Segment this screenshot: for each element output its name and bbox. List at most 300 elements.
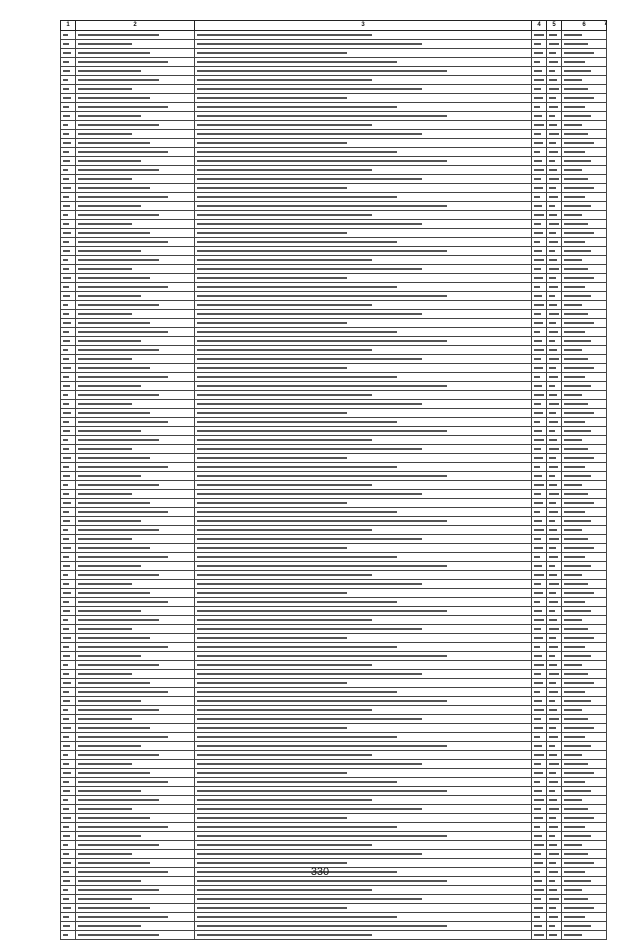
table-cell	[195, 328, 532, 337]
table-cell	[547, 490, 562, 499]
illegible-text-mark	[549, 313, 559, 315]
table-cell	[61, 841, 76, 850]
illegible-text-mark	[78, 421, 168, 423]
illegible-text-mark	[534, 250, 542, 252]
illegible-text-mark	[78, 151, 168, 153]
table-cell	[76, 886, 195, 895]
illegible-text-mark	[564, 223, 588, 225]
table-cell	[76, 508, 195, 517]
illegible-text-mark	[197, 619, 372, 621]
table-cell	[61, 787, 76, 796]
register-sheet	[60, 20, 608, 855]
illegible-text-mark	[549, 835, 555, 837]
table-row	[61, 148, 607, 157]
table-cell	[532, 283, 547, 292]
table-cell	[195, 58, 532, 67]
table-cell	[61, 796, 76, 805]
illegible-text-mark	[197, 79, 372, 81]
table-cell	[562, 274, 607, 283]
illegible-text-mark	[78, 268, 132, 270]
illegible-text-mark	[78, 61, 168, 63]
table-cell	[76, 607, 195, 616]
table-cell	[532, 103, 547, 112]
table-row	[61, 787, 607, 796]
illegible-text-mark	[564, 151, 585, 153]
illegible-text-mark	[534, 700, 542, 702]
illegible-text-mark	[197, 340, 447, 342]
illegible-text-mark	[63, 403, 69, 405]
table-cell	[195, 760, 532, 769]
illegible-text-mark	[534, 322, 543, 324]
table-row	[61, 265, 607, 274]
illegible-text-mark	[534, 367, 543, 369]
table-cell	[547, 679, 562, 688]
table-cell	[532, 418, 547, 427]
table-cell	[195, 580, 532, 589]
illegible-text-mark	[534, 880, 542, 882]
illegible-text-mark	[78, 115, 141, 117]
table-cell	[195, 778, 532, 787]
table-cell	[547, 40, 562, 49]
illegible-text-mark	[549, 880, 555, 882]
table-cell	[61, 130, 76, 139]
table-cell	[532, 544, 547, 553]
table-cell	[532, 346, 547, 355]
illegible-text-mark	[78, 628, 132, 630]
table-cell	[61, 400, 76, 409]
illegible-text-mark	[564, 277, 594, 279]
table-cell	[532, 121, 547, 130]
table-cell	[195, 805, 532, 814]
illegible-text-mark	[63, 439, 68, 441]
illegible-text-mark	[564, 754, 582, 756]
illegible-text-mark	[564, 727, 594, 729]
table-cell	[532, 688, 547, 697]
illegible-text-mark	[63, 862, 71, 864]
table-row	[61, 310, 607, 319]
illegible-text-mark	[78, 763, 132, 765]
illegible-text-mark	[63, 484, 68, 486]
table-cell	[195, 706, 532, 715]
illegible-text-mark	[63, 781, 69, 783]
illegible-text-mark	[197, 538, 422, 540]
illegible-text-mark	[549, 403, 559, 405]
data-table	[60, 20, 607, 940]
table-cell	[532, 49, 547, 58]
table-cell	[76, 85, 195, 94]
table-cell	[76, 652, 195, 661]
table-cell	[61, 346, 76, 355]
illegible-text-mark	[534, 826, 540, 828]
table-cell	[562, 724, 607, 733]
table-cell	[61, 472, 76, 481]
table-cell	[562, 688, 607, 697]
table-cell	[61, 886, 76, 895]
table-cell	[562, 751, 607, 760]
illegible-text-mark	[197, 412, 347, 414]
table-cell	[61, 292, 76, 301]
illegible-text-mark	[564, 916, 585, 918]
table-cell	[61, 499, 76, 508]
table-cell	[61, 463, 76, 472]
table-cell	[562, 841, 607, 850]
table-cell	[61, 193, 76, 202]
illegible-text-mark	[63, 322, 71, 324]
illegible-text-mark	[549, 655, 555, 657]
illegible-text-mark	[63, 835, 70, 837]
table-cell	[532, 598, 547, 607]
illegible-text-mark	[197, 547, 347, 549]
table-cell	[532, 895, 547, 904]
illegible-text-mark	[78, 745, 141, 747]
illegible-text-mark	[534, 718, 541, 720]
illegible-text-mark	[534, 835, 542, 837]
illegible-text-mark	[549, 673, 559, 675]
table-cell	[547, 796, 562, 805]
illegible-text-mark	[63, 511, 69, 513]
table-cell	[61, 121, 76, 130]
table-cell	[562, 463, 607, 472]
table-cell	[195, 544, 532, 553]
table-cell	[61, 769, 76, 778]
illegible-text-mark	[549, 853, 559, 855]
table-cell	[547, 850, 562, 859]
table-cell	[195, 310, 532, 319]
table-cell	[562, 535, 607, 544]
table-row	[61, 373, 607, 382]
illegible-text-mark	[564, 736, 585, 738]
illegible-text-mark	[564, 799, 582, 801]
illegible-text-mark	[549, 700, 555, 702]
table-cell	[61, 598, 76, 607]
table-cell	[532, 454, 547, 463]
illegible-text-mark	[534, 430, 542, 432]
table-cell	[532, 697, 547, 706]
table-cell	[562, 436, 607, 445]
illegible-text-mark	[549, 646, 558, 648]
table-cell	[195, 175, 532, 184]
table-cell	[76, 526, 195, 535]
table-cell	[562, 40, 607, 49]
table-row	[61, 751, 607, 760]
table-cell	[562, 121, 607, 130]
table-cell	[195, 229, 532, 238]
table-row	[61, 238, 607, 247]
illegible-text-mark	[549, 394, 557, 396]
illegible-text-mark	[78, 916, 168, 918]
table-cell	[76, 760, 195, 769]
table-cell	[532, 553, 547, 562]
illegible-text-mark	[63, 169, 68, 171]
table-cell	[547, 607, 562, 616]
illegible-text-mark	[564, 43, 588, 45]
table-cell	[195, 193, 532, 202]
table-cell	[76, 418, 195, 427]
illegible-text-mark	[197, 781, 397, 783]
illegible-text-mark	[78, 259, 159, 261]
table-cell	[76, 76, 195, 85]
illegible-text-mark	[78, 835, 141, 837]
illegible-text-mark	[534, 466, 540, 468]
illegible-text-mark	[78, 295, 141, 297]
illegible-text-mark	[534, 556, 540, 558]
table-cell	[76, 715, 195, 724]
illegible-text-mark	[549, 466, 558, 468]
illegible-text-mark	[534, 205, 542, 207]
table-cell	[547, 292, 562, 301]
table-cell	[547, 337, 562, 346]
illegible-text-mark	[534, 502, 543, 504]
table-cell	[76, 616, 195, 625]
table-cell	[195, 553, 532, 562]
illegible-text-mark	[197, 331, 397, 333]
table-cell	[195, 598, 532, 607]
illegible-text-mark	[78, 358, 132, 360]
table-cell	[76, 202, 195, 211]
table-cell	[532, 922, 547, 931]
table-cell	[61, 364, 76, 373]
table-cell	[61, 202, 76, 211]
table-cell	[61, 454, 76, 463]
table-row	[61, 85, 607, 94]
table-row	[61, 688, 607, 697]
illegible-text-mark	[534, 574, 544, 576]
illegible-text-mark	[63, 601, 69, 603]
table-cell	[532, 643, 547, 652]
table-cell	[547, 616, 562, 625]
illegible-text-mark	[564, 583, 588, 585]
table-cell	[61, 805, 76, 814]
illegible-text-mark	[549, 259, 557, 261]
table-cell	[562, 661, 607, 670]
illegible-text-mark	[78, 781, 168, 783]
table-cell	[76, 499, 195, 508]
table-cell	[195, 886, 532, 895]
table-cell	[195, 679, 532, 688]
table-cell	[532, 508, 547, 517]
illegible-text-mark	[197, 430, 447, 432]
illegible-text-mark	[549, 178, 559, 180]
illegible-text-mark	[197, 376, 397, 378]
page-number: 330	[310, 866, 330, 878]
illegible-text-mark	[564, 232, 594, 234]
table-cell	[562, 49, 607, 58]
table-cell	[562, 553, 607, 562]
illegible-text-mark	[564, 880, 591, 882]
table-cell	[61, 571, 76, 580]
table-cell	[61, 139, 76, 148]
illegible-text-mark	[63, 97, 71, 99]
illegible-text-mark	[63, 844, 68, 846]
table-cell	[195, 346, 532, 355]
illegible-text-mark	[534, 520, 542, 522]
table-cell	[547, 454, 562, 463]
illegible-text-mark	[63, 196, 69, 198]
illegible-text-mark	[564, 196, 585, 198]
table-row	[61, 886, 607, 895]
table-cell	[76, 688, 195, 697]
table-cell	[562, 94, 607, 103]
table-cell	[195, 724, 532, 733]
illegible-text-mark	[197, 736, 397, 738]
illegible-text-mark	[197, 862, 347, 864]
illegible-text-mark	[534, 124, 544, 126]
table-cell	[562, 337, 607, 346]
table-cell	[76, 148, 195, 157]
illegible-text-mark	[197, 169, 372, 171]
table-cell	[532, 139, 547, 148]
illegible-text-mark	[63, 133, 69, 135]
illegible-text-mark	[549, 529, 557, 531]
column-header-5: 5	[547, 21, 562, 31]
table-cell	[547, 508, 562, 517]
illegible-text-mark	[63, 736, 69, 738]
table-cell	[61, 49, 76, 58]
table-cell	[61, 85, 76, 94]
table-cell	[562, 607, 607, 616]
table-cell	[547, 112, 562, 121]
table-cell	[195, 130, 532, 139]
table-cell	[195, 652, 532, 661]
illegible-text-mark	[534, 754, 544, 756]
illegible-text-mark	[78, 133, 132, 135]
table-row	[61, 130, 607, 139]
table-cell	[562, 445, 607, 454]
table-row	[61, 328, 607, 337]
table-row	[61, 427, 607, 436]
illegible-text-mark	[534, 169, 544, 171]
table-row	[61, 94, 607, 103]
table-cell	[562, 328, 607, 337]
table-cell	[547, 805, 562, 814]
illegible-text-mark	[564, 304, 582, 306]
table-cell	[532, 310, 547, 319]
table-cell	[61, 256, 76, 265]
illegible-text-mark	[78, 664, 159, 666]
illegible-text-mark	[197, 259, 372, 261]
table-cell	[195, 319, 532, 328]
table-cell	[76, 832, 195, 841]
table-cell	[61, 184, 76, 193]
illegible-text-mark	[564, 520, 591, 522]
table-cell	[76, 562, 195, 571]
illegible-text-mark	[78, 673, 132, 675]
table-cell	[195, 427, 532, 436]
illegible-text-mark	[63, 673, 69, 675]
table-cell	[532, 526, 547, 535]
table-row	[61, 589, 607, 598]
illegible-text-mark	[78, 250, 141, 252]
table-cell	[76, 814, 195, 823]
table-cell	[562, 634, 607, 643]
table-row	[61, 139, 607, 148]
table-cell	[532, 931, 547, 940]
illegible-text-mark	[197, 772, 347, 774]
table-cell	[562, 427, 607, 436]
table-cell	[562, 247, 607, 256]
illegible-text-mark	[197, 241, 397, 243]
illegible-text-mark	[549, 421, 558, 423]
table-row	[61, 796, 607, 805]
table-cell	[562, 283, 607, 292]
illegible-text-mark	[78, 844, 159, 846]
table-cell	[532, 211, 547, 220]
table-cell	[61, 643, 76, 652]
illegible-text-mark	[197, 394, 372, 396]
table-cell	[195, 634, 532, 643]
illegible-text-mark	[197, 403, 422, 405]
table-cell	[76, 337, 195, 346]
table-cell	[547, 148, 562, 157]
illegible-text-mark	[197, 520, 447, 522]
table-cell	[562, 238, 607, 247]
table-cell	[547, 445, 562, 454]
illegible-text-mark	[534, 745, 542, 747]
table-cell	[61, 220, 76, 229]
illegible-text-mark	[564, 601, 585, 603]
illegible-text-mark	[197, 502, 347, 504]
illegible-text-mark	[534, 214, 544, 216]
illegible-text-mark	[197, 637, 347, 639]
table-cell	[76, 661, 195, 670]
illegible-text-mark	[197, 457, 347, 459]
table-cell	[562, 517, 607, 526]
illegible-text-mark	[63, 367, 71, 369]
illegible-text-mark	[63, 430, 70, 432]
illegible-text-mark	[197, 322, 347, 324]
illegible-text-mark	[63, 547, 71, 549]
illegible-text-mark	[564, 619, 582, 621]
illegible-text-mark	[549, 97, 556, 99]
illegible-text-mark	[63, 907, 71, 909]
table-cell	[547, 193, 562, 202]
illegible-text-mark	[549, 511, 558, 513]
illegible-text-mark	[78, 187, 150, 189]
table-cell	[562, 508, 607, 517]
illegible-text-mark	[63, 286, 69, 288]
illegible-text-mark	[63, 574, 68, 576]
illegible-text-mark	[63, 664, 68, 666]
illegible-text-mark	[549, 547, 556, 549]
table-cell	[195, 787, 532, 796]
illegible-text-mark	[549, 142, 556, 144]
table-cell	[76, 364, 195, 373]
illegible-text-mark	[549, 349, 557, 351]
table-row	[61, 760, 607, 769]
illegible-text-mark	[78, 718, 132, 720]
table-cell	[76, 778, 195, 787]
illegible-text-mark	[564, 835, 591, 837]
table-row	[61, 67, 607, 76]
table-cell	[76, 724, 195, 733]
illegible-text-mark	[197, 916, 397, 918]
table-cell	[547, 238, 562, 247]
table-cell	[76, 40, 195, 49]
illegible-text-mark	[63, 70, 70, 72]
illegible-text-mark	[564, 808, 588, 810]
table-cell	[547, 832, 562, 841]
table-cell	[532, 715, 547, 724]
table-cell	[532, 733, 547, 742]
table-cell	[532, 751, 547, 760]
table-cell	[547, 418, 562, 427]
table-cell	[195, 103, 532, 112]
table-cell	[76, 931, 195, 940]
table-cell	[195, 922, 532, 931]
table-cell	[532, 742, 547, 751]
illegible-text-mark	[197, 160, 447, 162]
table-cell	[61, 913, 76, 922]
